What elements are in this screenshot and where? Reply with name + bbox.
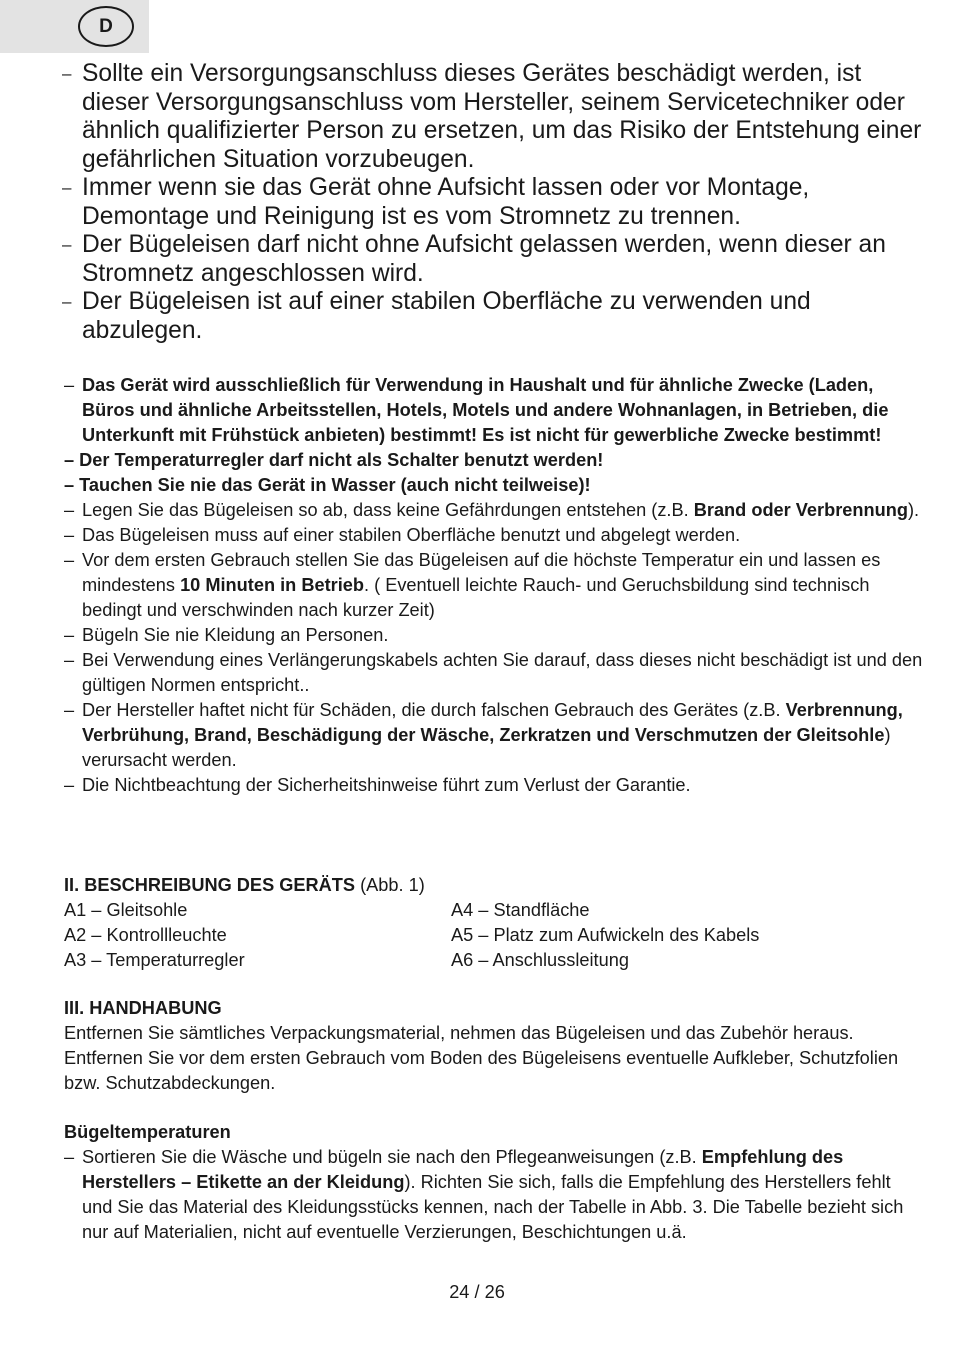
paragraph: Entfernen Sie sämtliches Verpackungsmaterial, nehmen das Bügeleisen und das Zubehör heraus. Entfernen Sie vor dem ersten Gebrauch vom Boden des Bügeleisens eventuelle Aufkleber, Schutzfolien bzw. Schutzabdeckungen.	[64, 1023, 899, 1093]
parts-grid	[64, 898, 924, 973]
section-heading: Bügeltemperaturen	[64, 1122, 231, 1142]
list-item: – Das Gerät wird ausschließlich für Verwendung in Haushalt und für ähnliche Zwecke (Laden, Büros und ähnliche Arbeitsstellen, Hotels, Motels und andere Wohnanlagen, in Betrieben, die Unterkunft mit Frühstück anbieten) bestimmt! Es ist nicht für gewerbliche Zwecke bestimmt!	[64, 375, 889, 445]
list-item: – Legen Sie das Bügeleisen so ab, dass keine Gefährdungen entstehen (z.B. Brand oder Verbrennung).	[64, 500, 920, 520]
part-label: A3 – Temperaturregler	[64, 950, 245, 970]
part-label: A1 – Gleitsohle	[64, 900, 188, 920]
list-item: – Der Temperaturregler darf nicht als Schalter benutzt werden!	[64, 450, 604, 470]
list-item: – Tauchen Sie nie das Gerät in Wasser (auch nicht teilweise)!	[64, 475, 591, 495]
list-item: – Der Bügeleisen ist auf einer stabilen Oberfläche zu verwenden und abzulegen.	[62, 288, 811, 344]
list-item: – Bei Verwendung eines Verlängerungskabels achten Sie darauf, dass dieses nicht beschädigt ist und den gültigen Normen entspricht..	[64, 650, 923, 695]
warning-list-large	[62, 60, 932, 345]
part-label: A6 – Anschlussleitung	[451, 950, 629, 970]
list-item: – Der Bügeleisen darf nicht ohne Aufsicht gelassen werden, wenn dieser an Stromnetz angeschlossen wird.	[62, 231, 886, 287]
temperatures-section	[64, 1120, 924, 1245]
safety-list	[64, 373, 924, 798]
list-item: – Das Bügeleisen muss auf einer stabilen Oberfläche benutzt und abgelegt werden.	[64, 525, 741, 545]
list-item: – Bügeln Sie nie Kleidung an Personen.	[64, 625, 389, 645]
section-heading: III. HANDHABUNG	[64, 998, 222, 1018]
part-label: A5 – Platz zum Aufwickeln des Kabels	[451, 925, 760, 945]
section-heading: II. BESCHREIBUNG DES GERÄTS (Abb. 1)	[64, 875, 425, 895]
description-section	[64, 873, 924, 973]
list-item: – Sortieren Sie die Wäsche und bügeln sie nach den Pflegeanweisungen (z.B. Empfehlung des Herstellers – Etikette an der Kleidung). Richten Sie sich, falls die Empfehlung des Herstellers fehlt und Sie das Material des Kleidungsstücks kennen, nach der Tabelle in Abb. 3. Die Tabelle bezieht sich nur auf Materialien, nicht auf eventuelle Verzierungen, Beschichtungen u.ä.	[64, 1147, 904, 1242]
language-tab	[0, 0, 149, 53]
handling-section	[64, 996, 924, 1096]
list-item: – Immer wenn sie das Gerät ohne Aufsicht lassen oder vor Montage, Demontage und Reinigung ist es vom Stromnetz zu trennen.	[62, 174, 810, 230]
list-item: – Vor dem ersten Gebrauch stellen Sie das Bügeleisen auf die höchste Temperatur ein und lassen es mindestens 10 Minuten in Betrieb. ( Eventuell leichte Rauch- und Geruchsbildung sind technisch bedingt und verschwinden nach kurzer Zeit)	[64, 550, 881, 620]
list-item: – Die Nichtbeachtung der Sicherheitshinweise führt zum Verlust der Garantie.	[64, 775, 691, 795]
language-badge: D	[78, 6, 134, 47]
list-item: – Der Hersteller haftet nicht für Schäden, die durch falschen Gebrauch des Gerätes (z.B. Verbrennung, Verbrühung, Brand, Beschädigung der Wäsche, Zerkratzen und Verschmutzen der Gleitsohle) verursacht werden.	[64, 700, 903, 770]
part-label: A2 – Kontrollleuchte	[64, 925, 227, 945]
page-number: 24 / 26	[449, 1282, 505, 1302]
list-item: – Sollte ein Versorgungsanschluss dieses Gerätes beschädigt werden, ist dieser Versorgungsanschluss vom Hersteller, seinem Servicetechniker oder ähnlich qualifizierter Person zu ersetzen, um das Risiko der Entstehung einer gefährlichen Situation vorzubeugen.	[62, 60, 922, 173]
part-label: A4 – Standfläche	[451, 900, 590, 920]
